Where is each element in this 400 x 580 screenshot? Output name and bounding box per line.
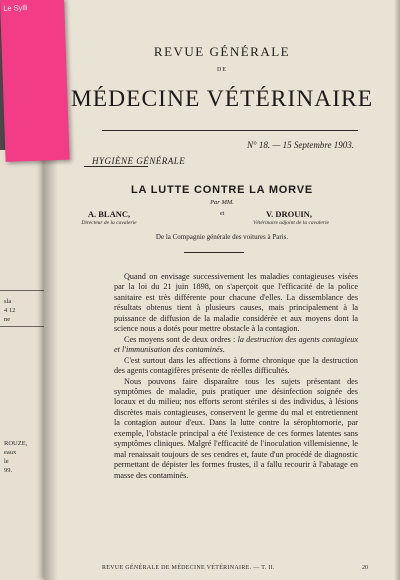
document-page	[44, 0, 400, 580]
masthead-du: DE	[217, 67, 227, 73]
sticky-tab-text: Le Sylli	[3, 3, 28, 13]
body-italic-text: la destruction des agents contagieux et l'immunisation des contaminés.	[114, 334, 358, 355]
masthead-title: MÉDECINE VÉTÉRINAIRE	[70, 86, 374, 112]
underlying-text-fragment: 99.	[4, 467, 13, 474]
underlying-text-fragment: le	[4, 458, 9, 465]
page-number: 20	[362, 565, 368, 571]
page-footer: REVUE GÉNÉRALE DE MÉDECINE VÉTÉRINAIRE. — T. II.	[102, 565, 275, 571]
section-heading: HYGIÈNE GÉNÉRALE	[92, 156, 186, 166]
article-byline-par: Par MM.	[210, 199, 234, 206]
masthead-revue: REVUE GÉNÉRALE	[153, 44, 291, 59]
body-paragraph: Quand on envisage successivement les maladies contagieuses visées par la loi du 21 juin 1898, on s'aperçoit que l'efficacité de la police sanitaire est très différente pour chacune d'elles. La dissemblance des résultats obtenus tient à plusieurs causes, mais principalement à la puissance de diffusion de la maladie considérée et aux moyens dont la science nous a dotés pour mettre obstacle à la contagion.	[114, 272, 358, 334]
underlying-rule	[0, 290, 50, 291]
masthead-rule	[102, 130, 358, 131]
author-drouin: V. DROUIN,	[266, 209, 312, 219]
underlying-text-fragment: 4 12	[4, 307, 16, 314]
underlying-text-fragment: ROUZE,	[4, 440, 28, 447]
body-paragraph	[114, 335, 358, 356]
authors-affiliation: De la Compagnie générale des voitures à Paris.	[155, 233, 289, 241]
author-drouin-role: Vétérinaire adjoint de la cavalerie	[253, 220, 329, 226]
underlying-rule	[0, 326, 50, 327]
article-body	[114, 272, 358, 481]
author-conjunction: et	[220, 211, 225, 217]
article-title: LA LUTTE CONTRE LA MORVE	[131, 184, 313, 196]
author-blanc-role: Directeur de la cavalerie	[81, 220, 137, 226]
pink-sticky-tab	[0, 0, 70, 162]
body-text: Ces moyens sont de deux ordres :	[124, 334, 238, 344]
body-paragraph: C'est surtout dans les affections à forme chronique que la destruction des agents contagifères présente de réelles difficultés.	[114, 355, 358, 376]
section-rule	[84, 166, 148, 167]
issue-line: N° 18. — 15 Septembre 1903.	[246, 140, 354, 150]
underlying-text-fragment: eaux	[4, 449, 17, 456]
body-rule	[184, 252, 244, 253]
underlying-text-fragment: sla	[4, 298, 12, 305]
underlying-text-fragment: ne	[4, 316, 11, 323]
body-paragraph: Nous pouvons faire disparaître tous les sujets présentant des symptômes de maladie, puis pratiquer une désinfection soignée des locaux et du milieu; nos efforts seront stériles si des individus, à lésions discrètes mais contagieuses, conservent le germe du mal et entretiennent la contagion autour d'eux. Dans la lutte contre la sérophtornorie, par exemple, l'obstacle principal a été l'existence de ces formes latentes sans symptômes cliniques. Malgré l'efficacité de l'inoculation villemisienne, le mal renaissait toujours de ses cendres et, faute d'un procédé de diagnostic permettant de dépister les formes frustes, il a fallu recourir à l'abatage en masse des contaminés.	[114, 376, 358, 480]
author-blanc: A. BLANC,	[87, 209, 131, 219]
